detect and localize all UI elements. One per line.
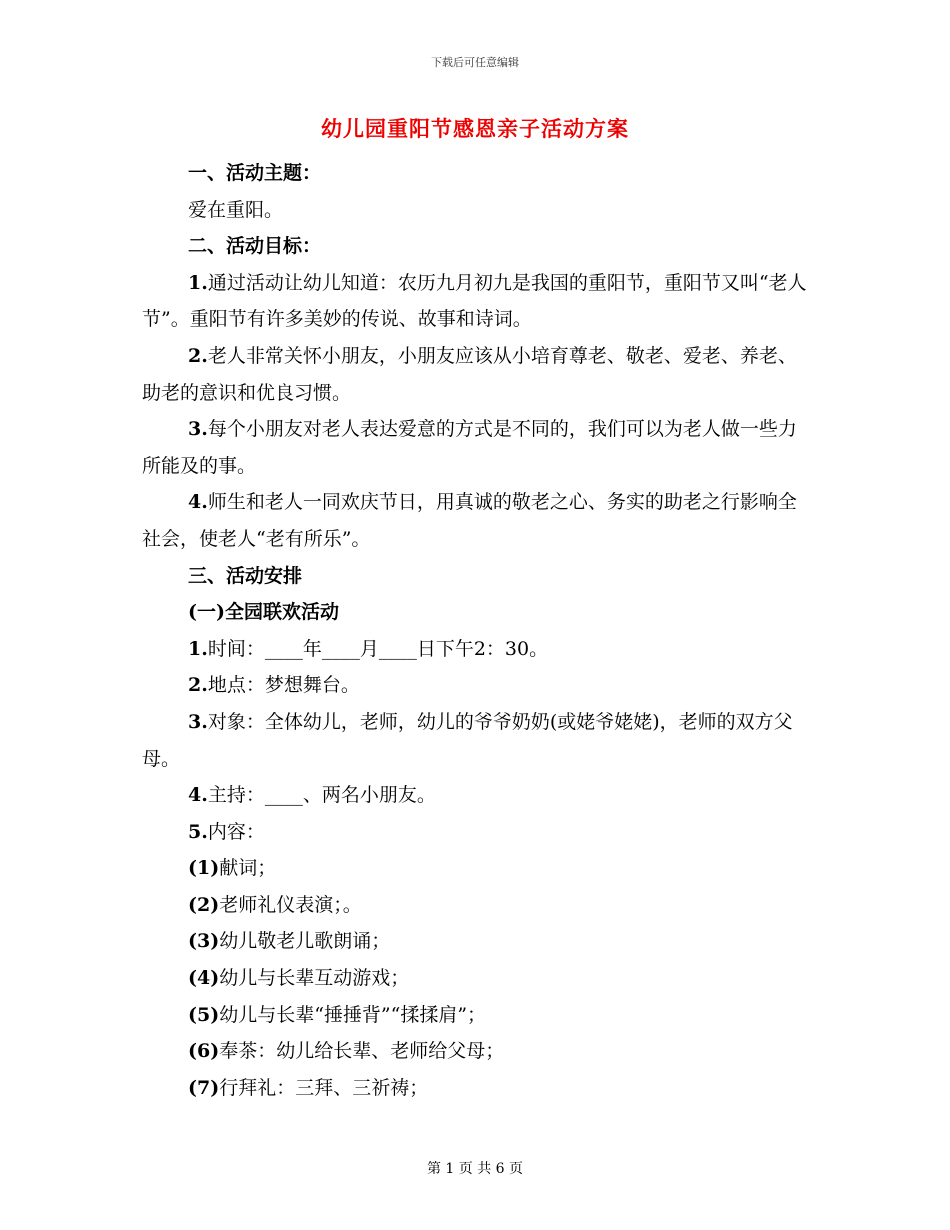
header-note: 下载后可任意编辑 (431, 56, 519, 69)
item-text: 幼儿与长辈“捶捶背”“揉揉肩”； (219, 1003, 487, 1026)
list-item (142, 777, 810, 814)
item-text: 每个小朋友对老人表达爱意的方式是不同的，我们可以为老人做一些力所能及的事。 (142, 418, 797, 477)
item-text: 幼儿与长辈互动游戏； (219, 967, 410, 990)
item-text: 幼儿敬老儿歌朗诵； (219, 930, 391, 953)
item-text: 内容： (207, 820, 265, 843)
item-number: 3. (188, 418, 208, 441)
item-number: (1) (188, 857, 220, 880)
item-text: 行拜礼：三拜、三祈祷； (219, 1076, 429, 1099)
content-item (142, 923, 810, 960)
item-number: (2) (188, 893, 220, 916)
list-item (142, 338, 810, 411)
content-item (142, 887, 810, 924)
section-heading: 一、活动主题： (188, 162, 322, 184)
item-text: 老人非常关怀小朋友，小朋友应该从小培育尊老、敬老、爱老、养老、助老的意识和优良习惯。 (142, 344, 797, 404)
item-number: 1. (188, 637, 208, 660)
list-item (142, 704, 810, 777)
item-number: (5) (188, 1003, 220, 1026)
item-number: 4. (188, 491, 208, 514)
content-item (142, 1033, 810, 1070)
item-number: (4) (188, 967, 220, 990)
content-item (142, 1070, 810, 1107)
item-text: 对象：全体幼儿，老师，幼儿的爷爷奶奶(或姥爷姥姥)，老师的双方父母。 (142, 710, 793, 770)
item-number: 4. (188, 784, 208, 807)
paragraph: 爱在重阳。 (188, 198, 284, 221)
item-text: 师生和老人一同欢庆节日，用真诚的敬老之心、务实的助老之行影响全社会，使老人“老有所乐”。 (142, 491, 797, 550)
content-item (142, 960, 810, 997)
item-text: 时间：____年____月____日下午2：30。 (207, 637, 549, 660)
list-item (142, 814, 810, 851)
item-text: 奉茶：幼儿给长辈、老师给父母； (219, 1040, 505, 1063)
item-text: 地点：梦想舞台。 (207, 674, 360, 697)
page-indicator: 第 1 页 共 6 页 (426, 1161, 524, 1177)
item-number: 1. (188, 271, 208, 294)
list-item (142, 411, 810, 484)
list-item (142, 265, 810, 338)
document-title: 幼儿园重阳节感恩亲子活动方案 (321, 116, 629, 141)
item-number: (6) (188, 1040, 220, 1063)
subsection-heading: (一)全园联欢活动 (188, 601, 339, 624)
item-number: (3) (188, 930, 220, 953)
item-text: 主持：____、两名小朋友。 (207, 784, 436, 807)
list-item (142, 631, 810, 668)
item-number: (7) (188, 1076, 220, 1099)
content-item (142, 850, 810, 887)
item-number: 3. (188, 710, 208, 733)
item-text: 通过活动让幼儿知道：农历九月初九是我国的重阳节，重阳节又叫“老人节”。重阳节有许多美妙的传说、故事和诗词。 (142, 271, 807, 331)
item-number: 2. (188, 344, 208, 367)
item-number: 5. (188, 820, 208, 843)
content-item (142, 997, 810, 1034)
item-text: 献词； (219, 857, 277, 880)
section-heading: 三、活动安排 (188, 564, 303, 587)
section-heading: 二、活动目标： (188, 235, 322, 258)
document-body (142, 155, 810, 1106)
item-number: 2. (188, 674, 208, 697)
list-item (142, 667, 810, 704)
list-item (142, 484, 810, 557)
item-text: 老师礼仪表演；。 (219, 893, 362, 916)
